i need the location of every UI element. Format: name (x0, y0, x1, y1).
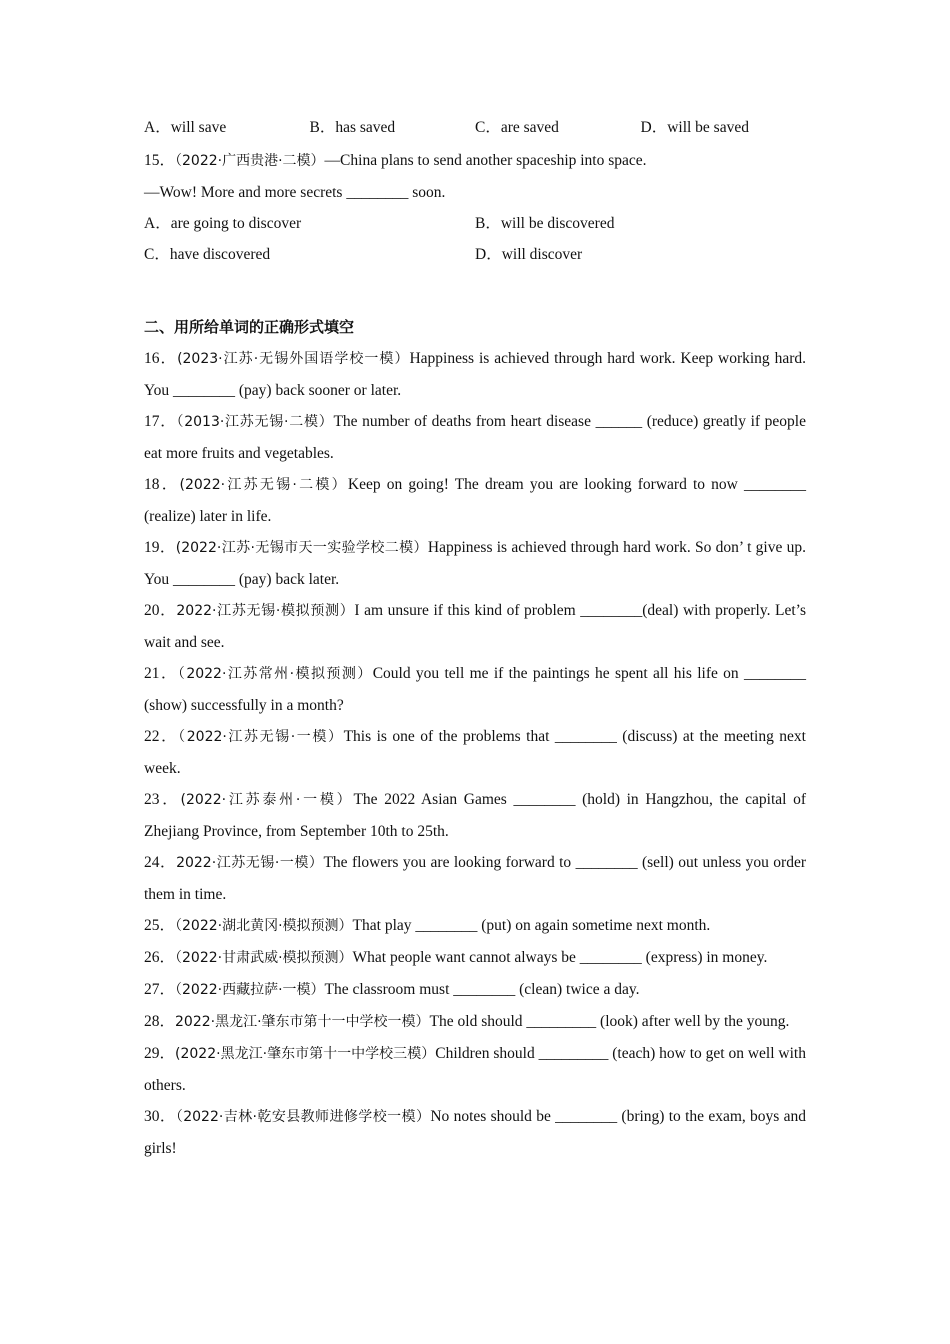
question-text: I am unsure if this kind of problem ________(deal) with properly. Let’s wait and see. (144, 602, 806, 651)
q14-option-b: B．has saved (309, 119, 396, 136)
q15-options-row1 (144, 208, 806, 239)
question-number: 20． (144, 602, 177, 619)
question-number: 18． (144, 476, 180, 493)
question-number: 26． (144, 949, 176, 966)
question-text: Happiness is achieved through hard work. Keep working hard. You ________ (pay) back sooner or later. (144, 350, 806, 399)
question-text: The flowers you are looking forward to ________ (sell) out unless you order them in time. (144, 854, 806, 903)
q14-options (144, 112, 806, 143)
question-text: No notes should be ________ (bring) to the exam, boys and girls! (144, 1108, 806, 1157)
question-number: 27． (144, 981, 176, 998)
question-number: 16． (144, 350, 178, 367)
question-source: （2022·吉林·乾安县教师进修学校一模） (175, 1109, 431, 1125)
question-text: The 2022 Asian Games ________ (hold) in Hangzhou, the capital of Zhejiang Province, from September 10th to 25th. (144, 791, 806, 840)
question-number: 19． (144, 539, 176, 556)
question-text: The classroom must ________ (clean) twice a day. (324, 981, 640, 998)
question-number: 24． (144, 854, 177, 871)
question-26 (144, 942, 806, 974)
question-22 (144, 721, 806, 784)
question-text: Could you tell me if the paintings he spent all his life on ________ (show) successfully in a month? (144, 665, 806, 714)
q15-source: （2022·广西贵港·二模） (175, 153, 325, 169)
question-30 (144, 1101, 806, 1164)
question-text: What people want cannot always be ________ (express) in money. (352, 949, 768, 966)
question-number: 29． (144, 1045, 176, 1062)
question-source: （2022·江苏无锡·一模） (178, 729, 344, 745)
question-number: 23． (144, 791, 181, 808)
q15-line1: —China plans to send another spaceship into space. (324, 152, 647, 169)
question-source: 2022·江苏无锡·一模） (176, 855, 324, 871)
question-number: 21． (144, 665, 178, 682)
question-24 (144, 847, 806, 910)
q15-option-d: D．will discover (475, 246, 583, 263)
question-17 (144, 406, 806, 469)
q15-options-row2 (144, 239, 806, 270)
question-20 (144, 595, 806, 658)
q14-option-c: C．are saved (475, 119, 559, 136)
question-source: 2022·江苏无锡·模拟预测） (176, 603, 355, 619)
question-number: 25． (144, 917, 176, 934)
q15-option-b: B．will be discovered (475, 215, 615, 232)
question-text: The number of deaths from heart disease ______ (reduce) greatly if people eat more fruits and vegetables. (144, 413, 806, 462)
question-29 (144, 1038, 806, 1101)
q15-stem (144, 145, 806, 177)
question-text: Happiness is achieved through hard work. So don’ t give up. You ________ (pay) back later. (144, 539, 806, 588)
q15-option-c: C．have discovered (144, 246, 271, 263)
question-25 (144, 910, 806, 942)
question-source: (2022·黑龙江·肇东市第十一中学校三模） (175, 1046, 436, 1062)
question-source: (2022·江苏·无锡市天一实验学校二模） (175, 540, 428, 556)
section-title: 二、用所给单词的正确形式填空 (144, 318, 355, 336)
question-28 (144, 1006, 806, 1038)
question-19 (144, 532, 806, 595)
question-number: 22． (144, 728, 179, 745)
page-content (144, 112, 806, 1164)
question-16 (144, 343, 806, 406)
question-number: 30． (144, 1108, 176, 1125)
question-27 (144, 974, 806, 1006)
question-21 (144, 658, 806, 721)
question-23 (144, 784, 806, 847)
question-18 (144, 469, 806, 532)
question-number: 17． (144, 413, 177, 430)
question-source: （2013·江苏无锡·二模） (176, 414, 334, 430)
question-source: (2022·江苏无锡·二模） (179, 477, 348, 493)
question-source: （2022·江苏常州·模拟预测） (177, 666, 373, 682)
q14-option-d: D．will be saved (640, 119, 749, 136)
question-source: (2022·江苏泰州·一模） (180, 792, 354, 808)
question-source: 2022·黑龙江·肇东市第十一中学校一模） (175, 1014, 430, 1030)
q14-option-a: A．will save (144, 119, 227, 136)
question-number: 28． (144, 1013, 176, 1030)
q15-line2: —Wow! More and more secrets ________ soon. (144, 184, 446, 201)
question-text: This is one of the problems that ________ (discuss) at the meeting next week. (144, 728, 806, 777)
q15-number: 15． (144, 152, 176, 169)
question-text: Keep on going! The dream you are looking forward to now ________ (realize) later in life. (144, 476, 806, 525)
question-text: Children should _________ (teach) how to get on well with others. (144, 1045, 806, 1094)
question-source: (2023·江苏·无锡外国语学校一模） (177, 351, 410, 367)
question-text: That play ________ (put) on again sometime next month. (352, 917, 711, 934)
question-source: （2022·西藏拉萨·一模） (175, 982, 325, 998)
question-source: （2022·甘肃武威·模拟预测） (175, 950, 353, 966)
q15-option-a: A．are going to discover (144, 215, 302, 232)
question-source: （2022·湖北黄冈·模拟预测） (175, 918, 353, 934)
question-text: The old should _________ (look) after well by the young. (429, 1013, 790, 1030)
